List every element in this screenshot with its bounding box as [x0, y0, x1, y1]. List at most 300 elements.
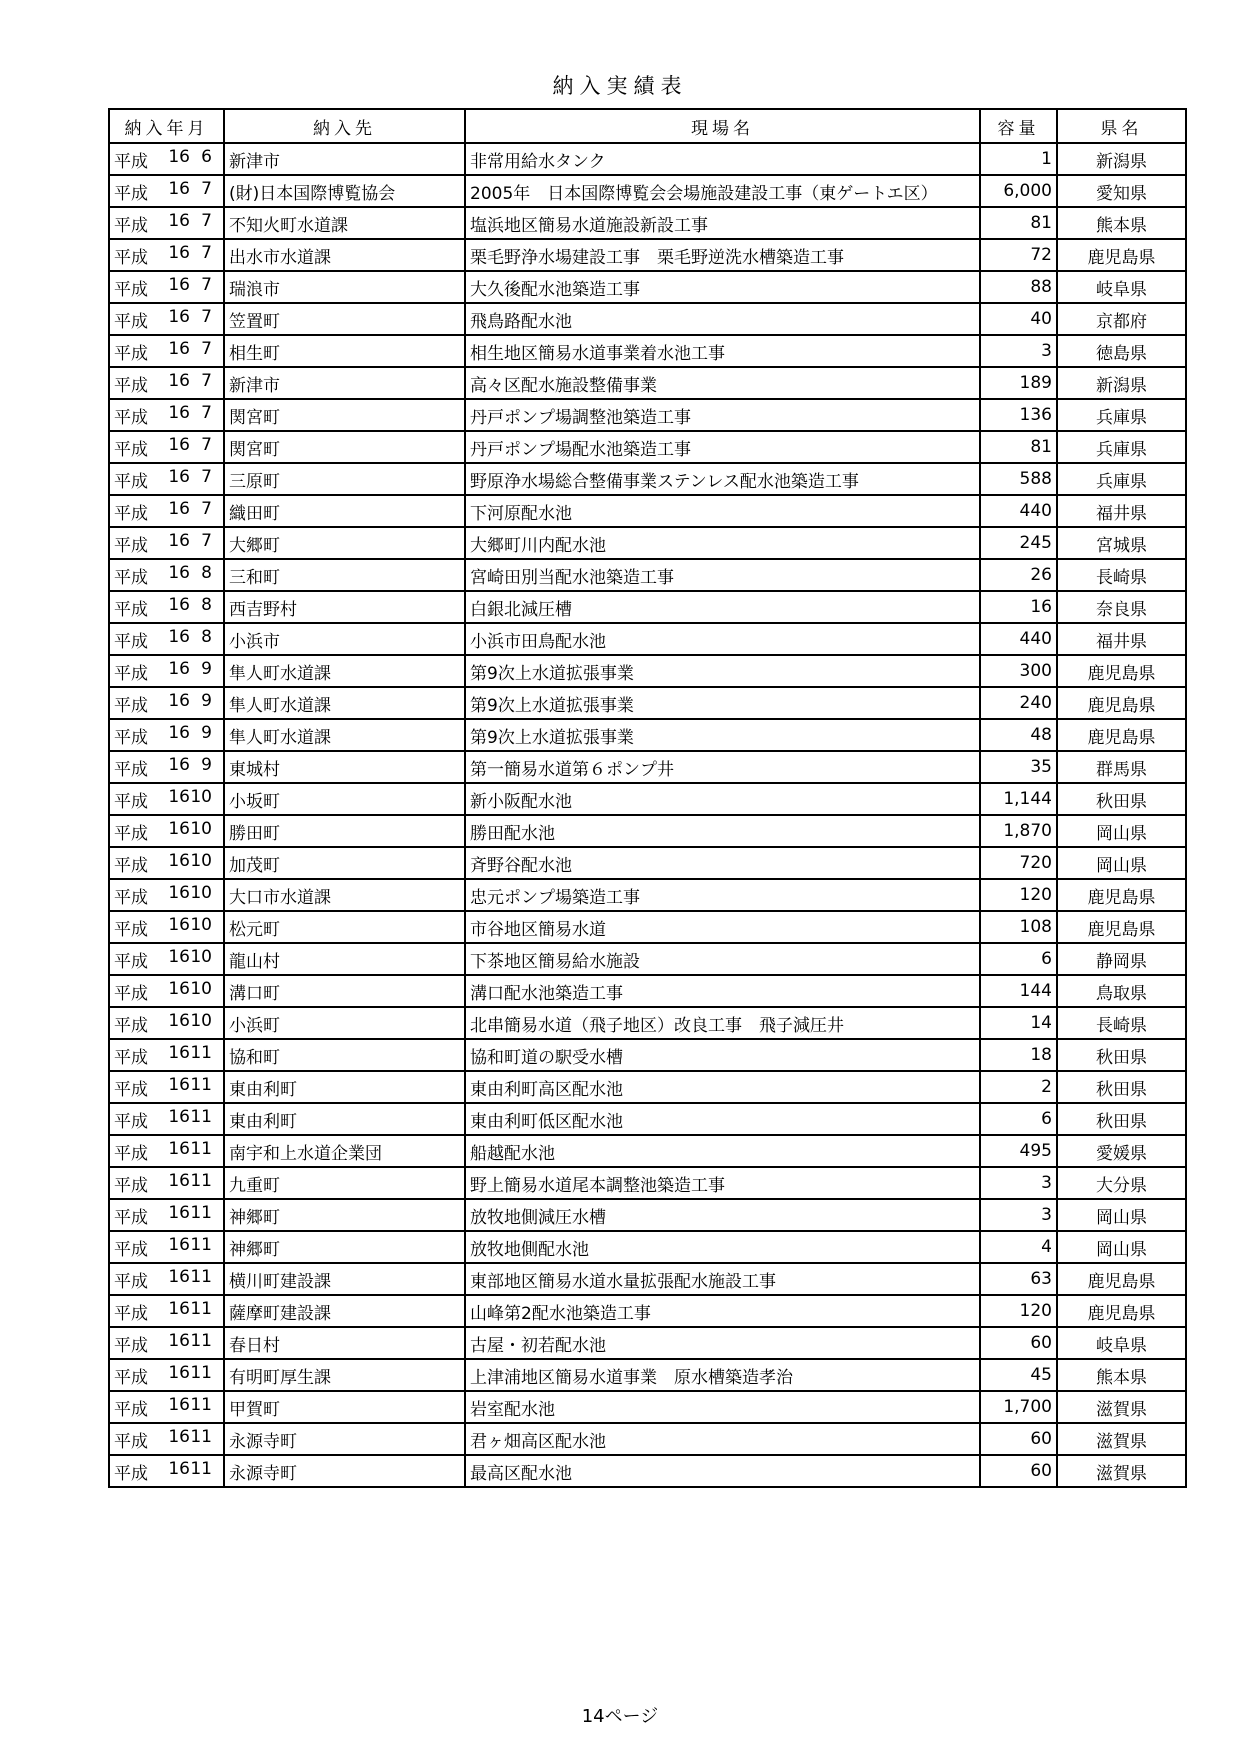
cell-client: 関宮町 — [224, 399, 465, 431]
cell-era: 平成 — [114, 471, 148, 492]
cell-era: 平成 — [114, 1239, 148, 1260]
delivery-records-table — [108, 108, 1187, 1488]
cell-era: 平成 — [114, 151, 148, 172]
cell-era: 平成 — [114, 1367, 148, 1388]
table-row — [109, 815, 1186, 847]
cell-month: 9 — [201, 690, 212, 711]
cell-era: 平成 — [114, 695, 148, 716]
cell-capacity: 4 — [980, 1231, 1057, 1263]
table-row — [109, 335, 1186, 367]
cell-site: 栗毛野浄水場建設工事 栗毛野逆洗水槽築造工事 — [465, 239, 980, 271]
cell-prefecture: 岡山県 — [1057, 815, 1186, 847]
cell-client: 溝口町 — [224, 975, 465, 1007]
table-row — [109, 751, 1186, 783]
cell-capacity: 60 — [980, 1455, 1057, 1487]
cell-month: 11 — [190, 1458, 212, 1479]
cell-prefecture: 秋田県 — [1057, 1039, 1186, 1071]
cell-prefecture: 奈良県 — [1057, 591, 1186, 623]
cell-client: 薩摩町建設課 — [224, 1295, 465, 1327]
cell-month: 7 — [201, 466, 212, 487]
cell-client: 小坂町 — [224, 783, 465, 815]
cell-client: 新津市 — [224, 143, 465, 175]
cell-capacity: 6 — [980, 943, 1057, 975]
table-row — [109, 655, 1186, 687]
cell-capacity: 120 — [980, 879, 1057, 911]
cell-era: 平成 — [114, 1463, 148, 1484]
cell-year: 16 — [168, 146, 190, 167]
cell-month: 7 — [201, 274, 212, 295]
cell-year: 16 — [168, 306, 190, 327]
cell-client: 新津市 — [224, 367, 465, 399]
cell-prefecture: 岡山県 — [1057, 1199, 1186, 1231]
cell-capacity: 35 — [980, 751, 1057, 783]
cell-month: 10 — [190, 882, 212, 903]
cell-date — [109, 175, 224, 207]
table-row — [109, 783, 1186, 815]
cell-client: 相生町 — [224, 335, 465, 367]
cell-site: 第9次上水道拡張事業 — [465, 719, 980, 751]
cell-prefecture: 福井県 — [1057, 495, 1186, 527]
cell-year: 16 — [168, 178, 190, 199]
cell-month: 7 — [201, 338, 212, 359]
cell-year: 16 — [168, 338, 190, 359]
cell-capacity: 108 — [980, 911, 1057, 943]
cell-client: 関宮町 — [224, 431, 465, 463]
table-row — [109, 463, 1186, 495]
cell-capacity: 40 — [980, 303, 1057, 335]
cell-client: 小浜町 — [224, 1007, 465, 1039]
cell-year: 16 — [168, 850, 190, 871]
cell-capacity: 588 — [980, 463, 1057, 495]
cell-site: 忠元ポンプ場築造工事 — [465, 879, 980, 911]
cell-month: 10 — [190, 978, 212, 999]
table-row — [109, 1359, 1186, 1391]
cell-capacity: 63 — [980, 1263, 1057, 1295]
cell-date — [109, 1135, 224, 1167]
cell-prefecture: 鹿児島県 — [1057, 687, 1186, 719]
cell-era: 平成 — [114, 311, 148, 332]
cell-era: 平成 — [114, 343, 148, 364]
cell-prefecture: 滋賀県 — [1057, 1423, 1186, 1455]
cell-client: 有明町厚生課 — [224, 1359, 465, 1391]
cell-capacity: 440 — [980, 623, 1057, 655]
cell-site: 下茶地区簡易給水施設 — [465, 943, 980, 975]
cell-year: 16 — [168, 1170, 190, 1191]
cell-site: 東由利町低区配水池 — [465, 1103, 980, 1135]
cell-month: 9 — [201, 658, 212, 679]
cell-site: 丹戸ポンプ場調整池築造工事 — [465, 399, 980, 431]
cell-year: 16 — [168, 1106, 190, 1127]
cell-year: 16 — [168, 658, 190, 679]
cell-prefecture: 長崎県 — [1057, 1007, 1186, 1039]
cell-client: 大郷町 — [224, 527, 465, 559]
cell-era: 平成 — [114, 1271, 148, 1292]
table-row — [109, 559, 1186, 591]
cell-year: 16 — [168, 946, 190, 967]
cell-capacity: 300 — [980, 655, 1057, 687]
cell-capacity: 14 — [980, 1007, 1057, 1039]
cell-era: 平成 — [114, 407, 148, 428]
cell-date — [109, 591, 224, 623]
cell-capacity: 3 — [980, 1167, 1057, 1199]
cell-client: 九重町 — [224, 1167, 465, 1199]
cell-date — [109, 975, 224, 1007]
cell-site: 君ヶ畑高区配水池 — [465, 1423, 980, 1455]
cell-date — [109, 1391, 224, 1423]
cell-date — [109, 1455, 224, 1487]
cell-prefecture: 岐阜県 — [1057, 1327, 1186, 1359]
cell-site: 小浜市田鳥配水池 — [465, 623, 980, 655]
cell-prefecture: 鹿児島県 — [1057, 655, 1186, 687]
cell-client: (財)日本国際博覧協会 — [224, 175, 465, 207]
cell-year: 16 — [168, 1362, 190, 1383]
cell-era: 平成 — [114, 1079, 148, 1100]
cell-date — [109, 559, 224, 591]
cell-client: 永源寺町 — [224, 1455, 465, 1487]
cell-year: 16 — [168, 1426, 190, 1447]
cell-prefecture: 兵庫県 — [1057, 431, 1186, 463]
cell-client: 小浜市 — [224, 623, 465, 655]
cell-capacity: 72 — [980, 239, 1057, 271]
cell-date — [109, 271, 224, 303]
cell-year: 16 — [168, 1074, 190, 1095]
cell-client: 三原町 — [224, 463, 465, 495]
cell-era: 平成 — [114, 759, 148, 780]
cell-date — [109, 1199, 224, 1231]
cell-prefecture: 長崎県 — [1057, 559, 1186, 591]
cell-client: 横川町建設課 — [224, 1263, 465, 1295]
table-row — [109, 1103, 1186, 1135]
cell-prefecture: 岐阜県 — [1057, 271, 1186, 303]
table-row — [109, 687, 1186, 719]
cell-year: 16 — [168, 786, 190, 807]
cell-month: 9 — [201, 722, 212, 743]
cell-client: 大口市水道課 — [224, 879, 465, 911]
cell-capacity: 16 — [980, 591, 1057, 623]
cell-capacity: 3 — [980, 1199, 1057, 1231]
cell-year: 16 — [168, 1298, 190, 1319]
cell-site: 新小阪配水池 — [465, 783, 980, 815]
cell-prefecture: 鹿児島県 — [1057, 239, 1186, 271]
cell-prefecture: 鹿児島県 — [1057, 1263, 1186, 1295]
cell-era: 平成 — [114, 279, 148, 300]
cell-month: 7 — [201, 178, 212, 199]
cell-client: 加茂町 — [224, 847, 465, 879]
cell-date — [109, 1071, 224, 1103]
cell-date — [109, 1103, 224, 1135]
cell-date — [109, 367, 224, 399]
table-row — [109, 623, 1186, 655]
cell-date — [109, 719, 224, 751]
cell-site: 大久後配水池築造工事 — [465, 271, 980, 303]
cell-site: 岩室配水池 — [465, 1391, 980, 1423]
cell-capacity: 240 — [980, 687, 1057, 719]
cell-date — [109, 687, 224, 719]
cell-month: 7 — [201, 498, 212, 519]
cell-prefecture: 兵庫県 — [1057, 399, 1186, 431]
cell-site: 東部地区簡易水道水量拡張配水施設工事 — [465, 1263, 980, 1295]
cell-era: 平成 — [114, 791, 148, 812]
cell-year: 16 — [168, 530, 190, 551]
cell-site: 野原浄水場総合整備事業ステンレス配水池築造工事 — [465, 463, 980, 495]
cell-capacity: 1,700 — [980, 1391, 1057, 1423]
cell-year: 16 — [168, 1266, 190, 1287]
cell-date — [109, 399, 224, 431]
table-row — [109, 1295, 1186, 1327]
cell-era: 平成 — [114, 439, 148, 460]
table-row — [109, 847, 1186, 879]
cell-capacity: 136 — [980, 399, 1057, 431]
cell-prefecture: 兵庫県 — [1057, 463, 1186, 495]
header-date: 納入年月 — [109, 109, 224, 143]
cell-year: 16 — [168, 274, 190, 295]
cell-client: 甲賀町 — [224, 1391, 465, 1423]
cell-date — [109, 143, 224, 175]
cell-era: 平成 — [114, 1015, 148, 1036]
cell-year: 16 — [168, 1458, 190, 1479]
cell-date — [109, 751, 224, 783]
cell-site: 2005年 日本国際博覧会会場施設建設工事（東ゲートエ区） — [465, 175, 980, 207]
cell-prefecture: 鹿児島県 — [1057, 911, 1186, 943]
cell-client: 隼人町水道課 — [224, 687, 465, 719]
table-row — [109, 399, 1186, 431]
cell-date — [109, 655, 224, 687]
table-row — [109, 879, 1186, 911]
cell-client: 隼人町水道課 — [224, 655, 465, 687]
cell-site: 船越配水池 — [465, 1135, 980, 1167]
cell-era: 平成 — [114, 247, 148, 268]
cell-prefecture: 新潟県 — [1057, 367, 1186, 399]
cell-client: 神郷町 — [224, 1231, 465, 1263]
cell-month: 9 — [201, 754, 212, 775]
cell-site: 相生地区簡易水道事業着水池工事 — [465, 335, 980, 367]
cell-capacity: 189 — [980, 367, 1057, 399]
cell-site: 第9次上水道拡張事業 — [465, 655, 980, 687]
cell-era: 平成 — [114, 567, 148, 588]
cell-site: 北串簡易水道（飛子地区）改良工事 飛子減圧井 — [465, 1007, 980, 1039]
table-row — [109, 303, 1186, 335]
cell-era: 平成 — [114, 663, 148, 684]
cell-year: 16 — [168, 242, 190, 263]
cell-capacity: 245 — [980, 527, 1057, 559]
table-row — [109, 143, 1186, 175]
cell-date — [109, 527, 224, 559]
cell-capacity: 3 — [980, 335, 1057, 367]
cell-month: 11 — [190, 1170, 212, 1191]
cell-year: 16 — [168, 1138, 190, 1159]
cell-month: 10 — [190, 914, 212, 935]
cell-era: 平成 — [114, 599, 148, 620]
table-row — [109, 1007, 1186, 1039]
cell-capacity: 60 — [980, 1327, 1057, 1359]
cell-client: 笠置町 — [224, 303, 465, 335]
cell-client: 三和町 — [224, 559, 465, 591]
cell-prefecture: 福井県 — [1057, 623, 1186, 655]
cell-site: 白銀北減圧槽 — [465, 591, 980, 623]
cell-prefecture: 京都府 — [1057, 303, 1186, 335]
table-row — [109, 271, 1186, 303]
cell-year: 16 — [168, 498, 190, 519]
cell-site: 放牧地側減圧水槽 — [465, 1199, 980, 1231]
cell-date — [109, 1039, 224, 1071]
cell-date — [109, 495, 224, 527]
cell-year: 16 — [168, 690, 190, 711]
cell-prefecture: 秋田県 — [1057, 783, 1186, 815]
cell-month: 8 — [201, 594, 212, 615]
cell-prefecture: 熊本県 — [1057, 1359, 1186, 1391]
cell-era: 平成 — [114, 183, 148, 204]
cell-date — [109, 463, 224, 495]
cell-date — [109, 335, 224, 367]
cell-year: 16 — [168, 1234, 190, 1255]
cell-site: 第9次上水道拡張事業 — [465, 687, 980, 719]
cell-capacity: 88 — [980, 271, 1057, 303]
table-row — [109, 591, 1186, 623]
cell-site: 山峰第2配水池築造工事 — [465, 1295, 980, 1327]
cell-capacity: 440 — [980, 495, 1057, 527]
cell-prefecture: 滋賀県 — [1057, 1455, 1186, 1487]
cell-capacity: 6 — [980, 1103, 1057, 1135]
table-row — [109, 527, 1186, 559]
cell-date — [109, 943, 224, 975]
cell-prefecture: 鹿児島県 — [1057, 719, 1186, 751]
cell-month: 11 — [190, 1042, 212, 1063]
cell-date — [109, 783, 224, 815]
cell-year: 16 — [168, 754, 190, 775]
cell-year: 16 — [168, 594, 190, 615]
cell-date — [109, 623, 224, 655]
cell-site: 放牧地側配水池 — [465, 1231, 980, 1263]
cell-client: 不知火町水道課 — [224, 207, 465, 239]
cell-month: 11 — [190, 1362, 212, 1383]
cell-site: 高々区配水施設整備事業 — [465, 367, 980, 399]
cell-month: 7 — [201, 434, 212, 455]
cell-site: 協和町道の駅受水槽 — [465, 1039, 980, 1071]
cell-era: 平成 — [114, 1399, 148, 1420]
document-title: 納入実績表 — [552, 74, 688, 98]
table-row — [109, 1263, 1186, 1295]
cell-month: 11 — [190, 1202, 212, 1223]
cell-month: 11 — [190, 1266, 212, 1287]
table-row — [109, 207, 1186, 239]
cell-prefecture: 宮城県 — [1057, 527, 1186, 559]
cell-month: 8 — [201, 562, 212, 583]
cell-date — [109, 431, 224, 463]
cell-client: 東由利町 — [224, 1071, 465, 1103]
cell-year: 16 — [168, 882, 190, 903]
cell-year: 16 — [168, 1394, 190, 1415]
table-row — [109, 495, 1186, 527]
cell-prefecture: 鹿児島県 — [1057, 1295, 1186, 1327]
cell-year: 16 — [168, 722, 190, 743]
cell-era: 平成 — [114, 535, 148, 556]
cell-client: 隼人町水道課 — [224, 719, 465, 751]
cell-era: 平成 — [114, 215, 148, 236]
cell-month: 11 — [190, 1074, 212, 1095]
table-header-row — [109, 109, 1186, 143]
cell-era: 平成 — [114, 631, 148, 652]
cell-era: 平成 — [114, 919, 148, 940]
cell-year: 16 — [168, 434, 190, 455]
cell-date — [109, 1231, 224, 1263]
cell-capacity: 1,870 — [980, 815, 1057, 847]
cell-year: 16 — [168, 466, 190, 487]
cell-site: 市谷地区簡易水道 — [465, 911, 980, 943]
cell-capacity: 495 — [980, 1135, 1057, 1167]
cell-prefecture: 岡山県 — [1057, 847, 1186, 879]
cell-year: 16 — [168, 1330, 190, 1351]
cell-era: 平成 — [114, 1335, 148, 1356]
cell-month: 10 — [190, 818, 212, 839]
cell-prefecture: 愛媛県 — [1057, 1135, 1186, 1167]
cell-era: 平成 — [114, 983, 148, 1004]
cell-date — [109, 1007, 224, 1039]
cell-prefecture: 滋賀県 — [1057, 1391, 1186, 1423]
cell-site: 大郷町川内配水池 — [465, 527, 980, 559]
cell-date — [109, 239, 224, 271]
header-client: 納入先 — [224, 109, 465, 143]
cell-prefecture: 秋田県 — [1057, 1071, 1186, 1103]
cell-month: 11 — [190, 1298, 212, 1319]
table-row — [109, 239, 1186, 271]
cell-era: 平成 — [114, 1047, 148, 1068]
cell-date — [109, 303, 224, 335]
cell-prefecture: 徳島県 — [1057, 335, 1186, 367]
table-row — [109, 1455, 1186, 1487]
table-row — [109, 943, 1186, 975]
cell-site: 野上簡易水道尾本調整池築造工事 — [465, 1167, 980, 1199]
cell-era: 平成 — [114, 375, 148, 396]
table-row — [109, 719, 1186, 751]
cell-prefecture: 鳥取県 — [1057, 975, 1186, 1007]
cell-month: 11 — [190, 1394, 212, 1415]
cell-month: 11 — [190, 1138, 212, 1159]
cell-capacity: 26 — [980, 559, 1057, 591]
cell-site: 勝田配水池 — [465, 815, 980, 847]
cell-prefecture: 新潟県 — [1057, 143, 1186, 175]
cell-date — [109, 1295, 224, 1327]
cell-client: 春日村 — [224, 1327, 465, 1359]
table-row — [109, 1167, 1186, 1199]
cell-client: 神郷町 — [224, 1199, 465, 1231]
cell-year: 16 — [168, 914, 190, 935]
cell-year: 16 — [168, 402, 190, 423]
cell-date — [109, 847, 224, 879]
page-number: 14ページ — [581, 1706, 659, 1727]
cell-era: 平成 — [114, 727, 148, 748]
cell-year: 16 — [168, 562, 190, 583]
cell-client: 永源寺町 — [224, 1423, 465, 1455]
cell-site: 飛鳥路配水池 — [465, 303, 980, 335]
cell-site: 古屋・初若配水池 — [465, 1327, 980, 1359]
cell-site: 丹戸ポンプ場配水池築造工事 — [465, 431, 980, 463]
cell-prefecture: 愛知県 — [1057, 175, 1186, 207]
cell-month: 7 — [201, 370, 212, 391]
cell-site: 上津浦地区簡易水道事業 原水槽築造孝治 — [465, 1359, 980, 1391]
cell-capacity: 18 — [980, 1039, 1057, 1071]
cell-year: 16 — [168, 1042, 190, 1063]
cell-year: 16 — [168, 626, 190, 647]
cell-month: 7 — [201, 306, 212, 327]
cell-client: 出水市水道課 — [224, 239, 465, 271]
cell-era: 平成 — [114, 1111, 148, 1132]
cell-capacity: 45 — [980, 1359, 1057, 1391]
cell-capacity: 1 — [980, 143, 1057, 175]
table-row — [109, 975, 1186, 1007]
cell-month: 7 — [201, 242, 212, 263]
cell-year: 16 — [168, 370, 190, 391]
table-row — [109, 1135, 1186, 1167]
